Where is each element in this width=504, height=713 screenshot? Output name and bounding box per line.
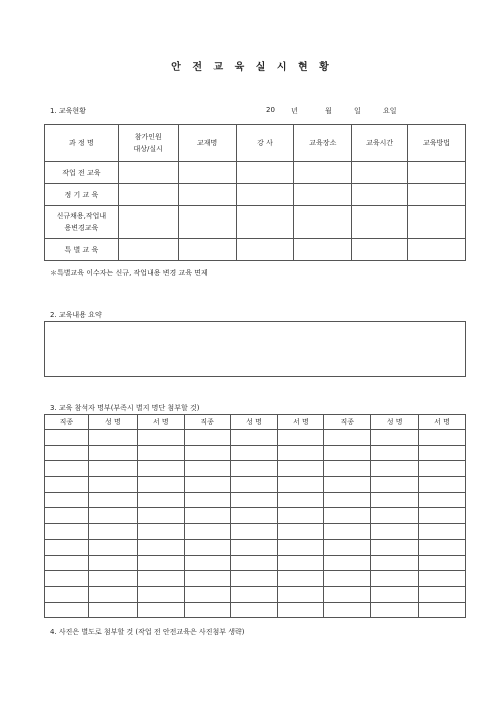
table-cell[interactable] (408, 239, 466, 261)
header-course-name: 과 정 명 (45, 125, 119, 162)
attendee-cell[interactable] (230, 430, 278, 446)
row-label-regular: 정 기 교 육 (45, 184, 119, 206)
attendee-cell[interactable] (278, 508, 324, 524)
attendee-cell[interactable] (45, 461, 89, 477)
table-cell[interactable] (294, 162, 352, 184)
attendee-cell[interactable] (230, 508, 278, 524)
attendee-cell[interactable] (419, 508, 466, 524)
attendee-cell[interactable] (324, 555, 371, 571)
header-material: 교재명 (178, 125, 236, 162)
attendee-row (45, 602, 466, 618)
attendee-cell[interactable] (278, 461, 324, 477)
attendee-cell[interactable] (371, 602, 419, 618)
attendee-row (45, 461, 466, 477)
attendee-cell[interactable] (278, 571, 324, 587)
header-instructor: 강 사 (236, 125, 294, 162)
table-cell[interactable] (294, 239, 352, 261)
attendee-cell[interactable] (137, 508, 184, 524)
attendee-cell[interactable] (184, 430, 230, 446)
attendee-row (45, 508, 466, 524)
table-cell[interactable] (118, 162, 178, 184)
attendee-row (45, 571, 466, 587)
table-cell[interactable] (236, 162, 294, 184)
header-signature: 서 명 (137, 415, 184, 430)
table-cell[interactable] (236, 184, 294, 206)
table-cell[interactable] (178, 239, 236, 261)
attendee-cell[interactable] (324, 586, 371, 602)
attendee-cell[interactable] (278, 430, 324, 446)
attendee-cell[interactable] (45, 524, 89, 540)
attendee-cell[interactable] (324, 492, 371, 508)
header-signature: 서 명 (278, 415, 324, 430)
attendee-cell[interactable] (419, 539, 466, 555)
document-title: 안 전 교 육 실 시 현 황 (171, 62, 333, 73)
table-row (45, 184, 466, 206)
attendee-cell[interactable] (230, 445, 278, 461)
attendee-cell[interactable] (371, 461, 419, 477)
attendee-row (45, 477, 466, 493)
header-method: 교육방법 (408, 125, 466, 162)
attendee-cell[interactable] (88, 508, 137, 524)
attendee-cell[interactable] (45, 492, 89, 508)
header-name: 성 명 (371, 415, 419, 430)
attendee-row (45, 524, 466, 540)
attendee-table (44, 414, 466, 618)
attendee-cell[interactable] (184, 445, 230, 461)
attendee-cell[interactable] (371, 508, 419, 524)
attendee-cell[interactable] (88, 430, 137, 446)
attendee-cell[interactable] (184, 508, 230, 524)
attendee-cell[interactable] (88, 586, 137, 602)
attendee-cell[interactable] (137, 492, 184, 508)
table-cell[interactable] (178, 162, 236, 184)
attendee-cell[interactable] (230, 555, 278, 571)
attendee-cell[interactable] (45, 477, 89, 493)
header-job-type: 직종 (324, 415, 371, 430)
attendee-cell[interactable] (230, 524, 278, 540)
section2-label: 2. 교육내용 요약 (50, 311, 102, 319)
table-row (45, 206, 466, 239)
attendee-cell[interactable] (419, 555, 466, 571)
table-cell[interactable] (236, 206, 294, 239)
attendee-cell[interactable] (137, 555, 184, 571)
attendee-cell[interactable] (230, 586, 278, 602)
attendee-cell[interactable] (371, 445, 419, 461)
section3-label: 3. 교육 참석자 명부(부족시 별지 명단 첨부할 것) (50, 404, 200, 412)
attendee-cell[interactable] (324, 508, 371, 524)
attendee-cell[interactable] (371, 586, 419, 602)
attendee-cell[interactable] (88, 571, 137, 587)
date-year-unit: 년 (291, 107, 298, 115)
attendee-cell[interactable] (371, 571, 419, 587)
table-row (45, 162, 466, 184)
attendee-cell[interactable] (230, 539, 278, 555)
attendee-cell[interactable] (45, 445, 89, 461)
attendee-cell[interactable] (45, 586, 89, 602)
attendee-cell[interactable] (278, 586, 324, 602)
attendee-cell[interactable] (324, 571, 371, 587)
date-day-unit: 일 (354, 107, 361, 115)
attendee-cell[interactable] (137, 571, 184, 587)
attendee-cell[interactable] (88, 477, 137, 493)
table-row (45, 239, 466, 261)
attendee-cell[interactable] (419, 586, 466, 602)
attendee-cell[interactable] (88, 524, 137, 540)
table-header-row (45, 125, 466, 162)
attendee-cell[interactable] (230, 492, 278, 508)
section1-label: 1. 교육현황 (50, 107, 86, 115)
table-cell[interactable] (118, 206, 178, 239)
header-name: 성 명 (230, 415, 278, 430)
attendee-cell[interactable] (371, 555, 419, 571)
row-label-new-hire: 신규채용,작업내 용변경교육 (45, 206, 119, 239)
attendee-cell[interactable] (278, 602, 324, 618)
attendee-cell[interactable] (184, 524, 230, 540)
attendee-cell[interactable] (324, 461, 371, 477)
table-cell[interactable] (408, 206, 466, 239)
attendee-cell[interactable] (184, 555, 230, 571)
summary-box[interactable] (44, 321, 466, 377)
attendee-cell[interactable] (371, 524, 419, 540)
attendee-cell[interactable] (324, 524, 371, 540)
attendee-cell[interactable] (184, 539, 230, 555)
attendee-cell[interactable] (419, 602, 466, 618)
attendee-cell[interactable] (230, 477, 278, 493)
attendee-cell[interactable] (88, 492, 137, 508)
attendee-cell[interactable] (230, 602, 278, 618)
attendee-cell[interactable] (324, 445, 371, 461)
attendee-cell[interactable] (371, 539, 419, 555)
table-cell[interactable] (178, 184, 236, 206)
row-label-pre-work: 작업 전 교육 (45, 162, 119, 184)
attendee-cell[interactable] (419, 461, 466, 477)
table-cell[interactable] (118, 239, 178, 261)
attendee-cell[interactable] (184, 477, 230, 493)
attendee-cell[interactable] (278, 555, 324, 571)
date-weekday-unit: 요일 (383, 107, 397, 115)
attendee-cell[interactable] (137, 602, 184, 618)
attendee-row (45, 445, 466, 461)
header-participants: 참가인원 대상/실시 (118, 125, 178, 162)
table-cell[interactable] (294, 206, 352, 239)
attendee-cell[interactable] (419, 524, 466, 540)
attendee-cell[interactable] (419, 477, 466, 493)
table-cell[interactable] (408, 162, 466, 184)
attendee-header-row (45, 415, 466, 430)
table-cell[interactable] (352, 162, 408, 184)
attendee-cell[interactable] (137, 539, 184, 555)
table-cell[interactable] (118, 184, 178, 206)
attendee-cell[interactable] (88, 555, 137, 571)
attendee-cell[interactable] (324, 477, 371, 493)
attendee-row (45, 492, 466, 508)
table-cell[interactable] (408, 184, 466, 206)
attendee-cell[interactable] (137, 430, 184, 446)
attendee-cell[interactable] (137, 586, 184, 602)
table-cell[interactable] (352, 184, 408, 206)
attendee-cell[interactable] (419, 430, 466, 446)
education-status-table (44, 124, 466, 261)
date-year-prefix: 20 (266, 106, 275, 114)
attendee-cell[interactable] (371, 430, 419, 446)
date-month-unit: 월 (325, 107, 332, 115)
header-location: 교육장소 (294, 125, 352, 162)
header-time: 교육시간 (352, 125, 408, 162)
header-job-type: 직종 (184, 415, 230, 430)
attendee-cell[interactable] (88, 539, 137, 555)
attendee-cell[interactable] (230, 461, 278, 477)
attendee-cell[interactable] (184, 492, 230, 508)
attendee-cell[interactable] (324, 430, 371, 446)
attendee-cell[interactable] (45, 571, 89, 587)
attendee-row (45, 539, 466, 555)
attendee-row (45, 555, 466, 571)
section4-label: 4. 사진은 별도로 첨부할 것 (작업 전 안전교육은 사진첨부 생략) (50, 628, 245, 636)
attendee-cell[interactable] (137, 461, 184, 477)
attendee-cell[interactable] (137, 445, 184, 461)
attendee-cell[interactable] (278, 492, 324, 508)
table-cell[interactable] (352, 206, 408, 239)
attendee-cell[interactable] (137, 524, 184, 540)
attendee-row (45, 430, 466, 446)
table-cell[interactable] (236, 239, 294, 261)
row-label-special: 특 별 교 육 (45, 239, 119, 261)
attendee-cell[interactable] (88, 445, 137, 461)
attendee-cell[interactable] (88, 602, 137, 618)
attendee-cell[interactable] (230, 571, 278, 587)
attendee-cell[interactable] (371, 492, 419, 508)
attendee-cell[interactable] (184, 602, 230, 618)
attendee-cell[interactable] (45, 602, 89, 618)
attendee-cell[interactable] (278, 524, 324, 540)
table-cell[interactable] (294, 184, 352, 206)
table-cell[interactable] (178, 206, 236, 239)
table-cell[interactable] (352, 239, 408, 261)
attendee-cell[interactable] (419, 571, 466, 587)
attendee-cell[interactable] (184, 461, 230, 477)
attendee-cell[interactable] (88, 461, 137, 477)
header-name: 성 명 (88, 415, 137, 430)
attendee-row (45, 586, 466, 602)
special-education-note: ＊특별교육 이수자는 신규, 작업내용 변경 교육 면제 (50, 269, 208, 277)
attendee-cell[interactable] (184, 586, 230, 602)
attendee-cell[interactable] (137, 477, 184, 493)
header-signature: 서 명 (419, 415, 466, 430)
header-job-type: 직종 (45, 415, 89, 430)
attendee-cell[interactable] (184, 571, 230, 587)
attendee-cell[interactable] (45, 555, 89, 571)
attendee-cell[interactable] (419, 492, 466, 508)
attendee-cell[interactable] (45, 430, 89, 446)
attendee-cell[interactable] (45, 508, 89, 524)
attendee-cell[interactable] (324, 602, 371, 618)
attendee-cell[interactable] (278, 477, 324, 493)
attendee-cell[interactable] (419, 445, 466, 461)
attendee-cell[interactable] (371, 477, 419, 493)
attendee-cell[interactable] (45, 539, 89, 555)
attendee-cell[interactable] (324, 539, 371, 555)
attendee-cell[interactable] (278, 539, 324, 555)
attendee-cell[interactable] (278, 445, 324, 461)
